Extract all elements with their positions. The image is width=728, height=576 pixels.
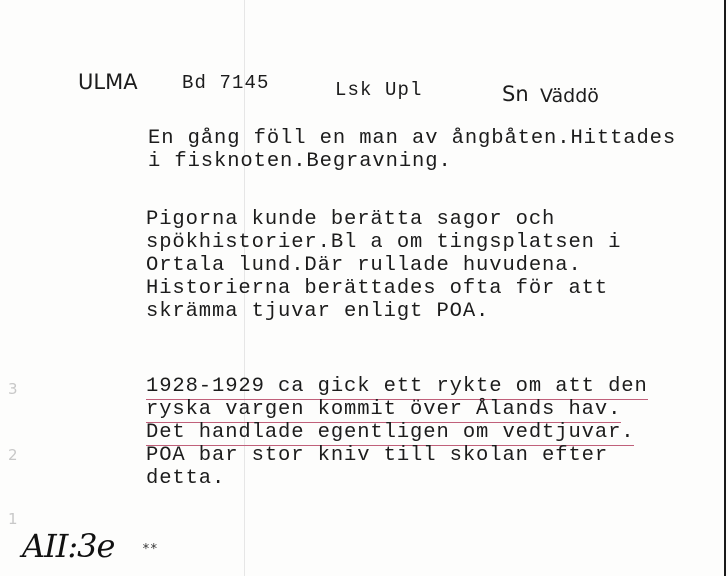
- margin-number: 1: [8, 510, 18, 528]
- text-line: En gång föll en man av ångbåten.Hittades: [148, 127, 677, 150]
- header-lsk: Lsk Upl: [335, 79, 423, 101]
- header-sn-value: Väddö: [540, 85, 599, 107]
- text-line: POA bar stor kniv till skolan efter: [146, 444, 609, 467]
- paragraph-3: [146, 375, 648, 490]
- text-line: i fisknoten.Begravning.: [148, 150, 452, 173]
- card-edge: [724, 0, 726, 576]
- text-line: spökhistorier.Bl a om tingsplatsen i: [146, 231, 622, 254]
- margin-number: 3: [8, 380, 18, 398]
- underlined-text: ryska vargen kommit över Ålands hav.: [146, 398, 622, 421]
- paragraph-1: [148, 127, 676, 173]
- underlined-text: 1928-1929 ca gick ett rykte om att den: [146, 375, 648, 398]
- header-bd: Bd 7145: [182, 72, 270, 94]
- stars-mark: **: [142, 542, 158, 557]
- text-line: Historierna berättades ofta för att: [146, 277, 609, 300]
- text-line-underlined: [146, 398, 648, 421]
- text-line-underlined: [146, 375, 648, 398]
- margin-number: 2: [8, 446, 18, 464]
- header-sn-label: Sn: [502, 82, 529, 106]
- header-name: ULMA: [78, 70, 138, 94]
- text-line: Pigorna kunde berätta sagor och: [146, 208, 556, 231]
- text-line-underlined: [146, 421, 648, 444]
- archive-code: AII:3e: [22, 527, 115, 565]
- text-line: skrämma tjuvar enligt POA.: [146, 300, 490, 323]
- text-line: detta.: [146, 467, 226, 490]
- underlined-text: Det handlade egentligen om vedtjuvar.: [146, 421, 635, 444]
- paragraph-2: [146, 208, 621, 323]
- text-line: Ortala lund.Där rullade huvudena.: [146, 254, 582, 277]
